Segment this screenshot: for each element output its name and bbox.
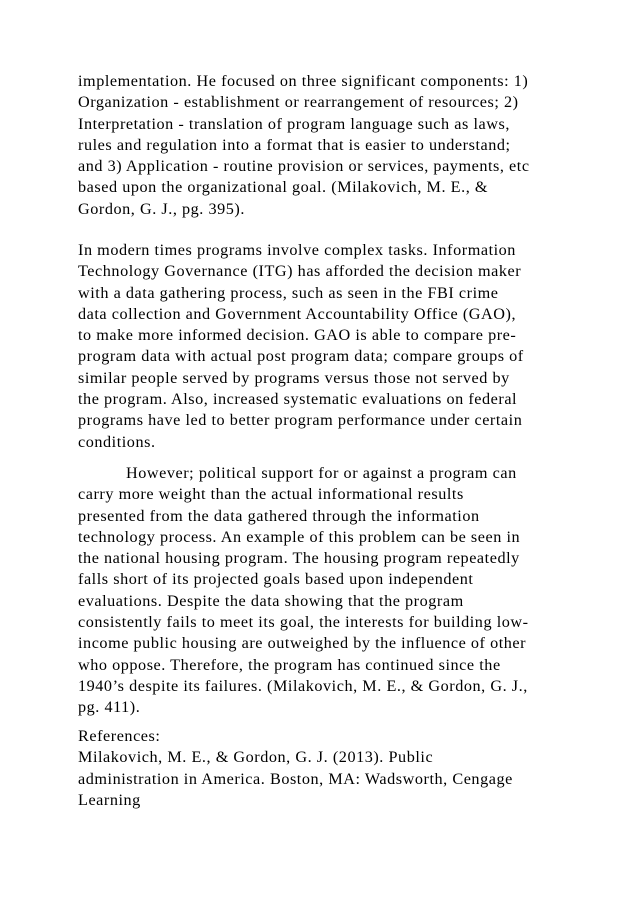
text-line: carry more weight than the actual informational results bbox=[78, 485, 464, 504]
text-line: income public housing are outweighed by the influence of other bbox=[78, 634, 527, 653]
text-line: program data with actual post program data; compare groups of bbox=[78, 347, 524, 366]
text-line: presented from the data gathered through the information bbox=[78, 506, 480, 525]
text-line: implementation. He focused on three significant components: 1) bbox=[78, 72, 529, 90]
text-line: Organization - establishment or rearrangement of resources; 2) bbox=[78, 93, 519, 112]
references-heading: References: bbox=[78, 727, 161, 745]
paragraph-modern-programs bbox=[78, 240, 524, 453]
references-section bbox=[78, 726, 513, 811]
text-line: and 3) Application - routine provision or services, payments, etc bbox=[78, 157, 530, 176]
text-line: falls short of its projected goals based upon independent bbox=[78, 570, 474, 589]
text-line: similar people served by programs versus those not served by bbox=[78, 368, 510, 387]
text-line: However; political support for or against a program can bbox=[126, 464, 517, 482]
reference-line: administration in America. Boston, MA: Wadsworth, Cengage bbox=[78, 769, 513, 788]
text-line: who oppose. Therefore, the program has continued since the bbox=[78, 655, 501, 674]
text-line: pg. 411). bbox=[78, 698, 141, 717]
reference-line: Milakovich, M. E., & Gordon, G. J. (2013). Public bbox=[78, 748, 434, 767]
text-line: consistently fails to meet its goal, the interests for building low- bbox=[78, 613, 529, 632]
reference-line: Learning bbox=[78, 790, 141, 809]
text-line: Gordon, G. J., pg. 395). bbox=[78, 199, 245, 218]
text-line: technology process. An example of this problem can be seen in bbox=[78, 527, 521, 546]
text-line: Interpretation - translation of program language such as laws, bbox=[78, 114, 510, 133]
text-line: conditions. bbox=[78, 432, 156, 451]
text-line: data collection and Government Accountability Office (GAO), bbox=[78, 304, 517, 323]
text-line: the program. Also, increased systematic evaluations on federal bbox=[78, 390, 518, 409]
paragraph-implementation-components bbox=[78, 71, 530, 220]
text-line: based upon the organizational goal. (Milakovich, M. E., & bbox=[78, 178, 489, 197]
text-line: to make more informed decision. GAO is able to compare pre- bbox=[78, 326, 517, 345]
text-line: 1940’s despite its failures. (Milakovich, M. E., & Gordon, G. J., bbox=[78, 676, 528, 695]
text-line: Technology Governance (ITG) has afforded the decision maker bbox=[78, 262, 522, 281]
text-line: programs have led to better program performance under certain bbox=[78, 411, 523, 430]
text-line: the national housing program. The housing program repeatedly bbox=[78, 549, 520, 568]
paragraph-political-support bbox=[78, 463, 529, 719]
text-line: In modern times programs involve complex tasks. Information bbox=[78, 241, 516, 259]
text-line: rules and regulation into a format that is easier to understand; bbox=[78, 135, 511, 154]
text-line: evaluations. Despite the data showing that the program bbox=[78, 591, 464, 610]
text-line: with a data gathering process, such as seen in the FBI crime bbox=[78, 283, 499, 302]
